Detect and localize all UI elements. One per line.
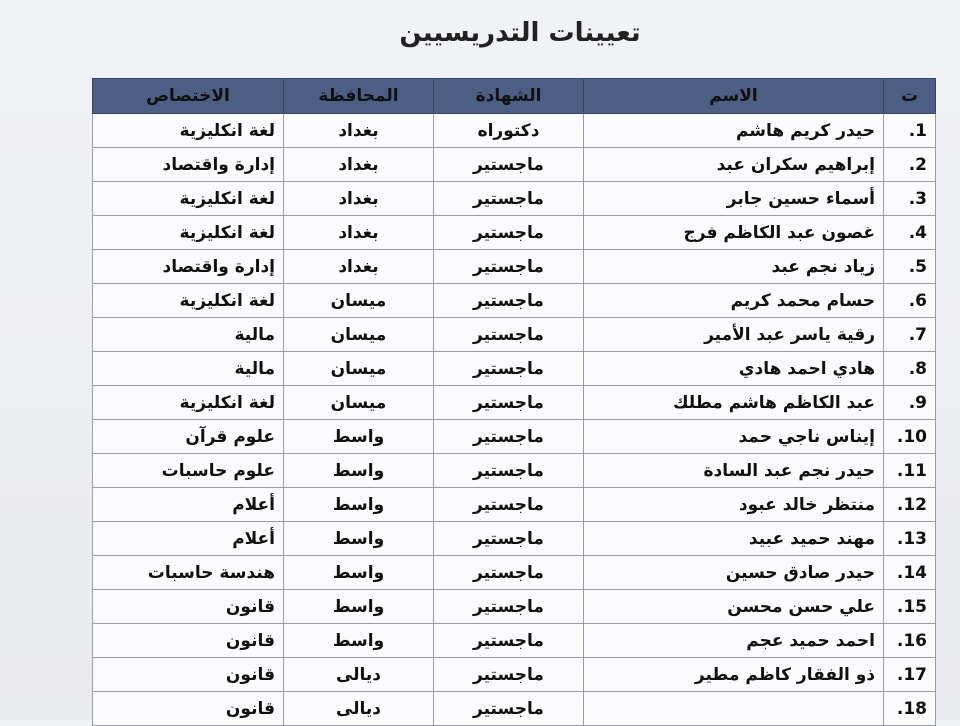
teacher-name: مهند حميد عبيد xyxy=(584,522,884,556)
row-number: 4. xyxy=(884,216,936,250)
header-certificate: الشهادة xyxy=(434,79,584,114)
specialization-cell: علوم حاسبات xyxy=(93,454,284,488)
specialization-cell: إدارة واقتصاد xyxy=(93,250,284,284)
specialization-cell: أعلام xyxy=(93,522,284,556)
certificate-cell: دكتوراه xyxy=(434,114,584,148)
teacher-name: هادي احمد هادي xyxy=(584,352,884,386)
certificate-cell: ماجستير xyxy=(434,624,584,658)
row-number: 9. xyxy=(884,386,936,420)
teacher-name: إبراهيم سكران عبد xyxy=(584,148,884,182)
header-governorate: المحافظة xyxy=(284,79,434,114)
governorate-cell: بغداد xyxy=(284,216,434,250)
governorate-cell: واسط xyxy=(284,590,434,624)
table-row xyxy=(93,386,936,420)
specialization-cell: قانون xyxy=(93,590,284,624)
row-number: 14. xyxy=(884,556,936,590)
governorate-cell: واسط xyxy=(284,488,434,522)
table-row xyxy=(93,148,936,182)
certificate-cell: ماجستير xyxy=(434,250,584,284)
governorate-cell: واسط xyxy=(284,556,434,590)
page-title: تعيينات التدريسيين xyxy=(399,18,641,48)
specialization-cell: أعلام xyxy=(93,488,284,522)
teacher-name: حيدر صادق حسين xyxy=(584,556,884,590)
governorate-cell: واسط xyxy=(284,420,434,454)
table-row xyxy=(93,182,936,216)
certificate-cell: ماجستير xyxy=(434,148,584,182)
specialization-cell: لغة انكليزية xyxy=(93,386,284,420)
row-number: 10. xyxy=(884,420,936,454)
governorate-cell: بغداد xyxy=(284,250,434,284)
header-specialization: الاختصاص xyxy=(93,79,284,114)
teacher-name: حيدر كريم هاشم xyxy=(584,114,884,148)
row-number: 5. xyxy=(884,250,936,284)
specialization-cell: لغة انكليزية xyxy=(93,182,284,216)
certificate-cell: ماجستير xyxy=(434,658,584,692)
teacher-name: حسام محمد كريم xyxy=(584,284,884,318)
table-row xyxy=(93,114,936,148)
row-number: 12. xyxy=(884,488,936,522)
governorate-cell: واسط xyxy=(284,522,434,556)
teacher-name xyxy=(584,692,884,726)
certificate-cell: ماجستير xyxy=(434,216,584,250)
header-name: الاسم xyxy=(584,79,884,114)
governorate-cell: واسط xyxy=(284,454,434,488)
header-num: ت xyxy=(884,79,936,114)
governorate-cell: ميسان xyxy=(284,352,434,386)
table-row xyxy=(93,522,936,556)
row-number: 15. xyxy=(884,590,936,624)
governorate-cell: واسط xyxy=(284,624,434,658)
teacher-name: زياد نجم عبد xyxy=(584,250,884,284)
certificate-cell: ماجستير xyxy=(434,284,584,318)
certificate-cell: ماجستير xyxy=(434,454,584,488)
row-number: 18. xyxy=(884,692,936,726)
teacher-name: علي حسن محسن xyxy=(584,590,884,624)
teacher-name: ذو الفقار كاظم مطير xyxy=(584,658,884,692)
table-row xyxy=(93,216,936,250)
specialization-cell: مالية xyxy=(93,318,284,352)
governorate-cell: بغداد xyxy=(284,182,434,216)
teacher-name: احمد حميد عجم xyxy=(584,624,884,658)
specialization-cell: لغة انكليزية xyxy=(93,114,284,148)
table-row xyxy=(93,454,936,488)
certificate-cell: ماجستير xyxy=(434,352,584,386)
row-number: 7. xyxy=(884,318,936,352)
specialization-cell: هندسة حاسبات xyxy=(93,556,284,590)
specialization-cell: قانون xyxy=(93,658,284,692)
teacher-name: منتظر خالد عبود xyxy=(584,488,884,522)
certificate-cell: ماجستير xyxy=(434,420,584,454)
certificate-cell: ماجستير xyxy=(434,692,584,726)
row-number: 3. xyxy=(884,182,936,216)
table-row xyxy=(93,488,936,522)
certificate-cell: ماجستير xyxy=(434,182,584,216)
certificate-cell: ماجستير xyxy=(434,522,584,556)
specialization-cell: قانون xyxy=(93,624,284,658)
row-number: 11. xyxy=(884,454,936,488)
teacher-name: عبد الكاظم هاشم مطلك xyxy=(584,386,884,420)
certificate-cell: ماجستير xyxy=(434,318,584,352)
certificate-cell: ماجستير xyxy=(434,556,584,590)
teacher-name: رقية ياسر عبد الأمير xyxy=(584,318,884,352)
table-row xyxy=(93,590,936,624)
table-row xyxy=(93,352,936,386)
row-number: 6. xyxy=(884,284,936,318)
table-row xyxy=(93,624,936,658)
specialization-cell: لغة انكليزية xyxy=(93,284,284,318)
governorate-cell: بغداد xyxy=(284,114,434,148)
governorate-cell: ميسان xyxy=(284,284,434,318)
governorate-cell: بغداد xyxy=(284,148,434,182)
table-row xyxy=(93,250,936,284)
table-row xyxy=(93,556,936,590)
specialization-cell: مالية xyxy=(93,352,284,386)
governorate-cell: ميسان xyxy=(284,318,434,352)
governorate-cell: ميسان xyxy=(284,386,434,420)
governorate-cell: ديالى xyxy=(284,692,434,726)
certificate-cell: ماجستير xyxy=(434,488,584,522)
table-row xyxy=(93,420,936,454)
row-number: 17. xyxy=(884,658,936,692)
table-row xyxy=(93,692,936,726)
specialization-cell: علوم قرآن xyxy=(93,420,284,454)
certificate-cell: ماجستير xyxy=(434,386,584,420)
specialization-cell: قانون xyxy=(93,692,284,726)
specialization-cell: إدارة واقتصاد xyxy=(93,148,284,182)
teacher-name: إيناس ناجي حمد xyxy=(584,420,884,454)
table-row xyxy=(93,318,936,352)
governorate-cell: ديالى xyxy=(284,658,434,692)
certificate-cell: ماجستير xyxy=(434,590,584,624)
table-row xyxy=(93,658,936,692)
specialization-cell: لغة انكليزية xyxy=(93,216,284,250)
row-number: 1. xyxy=(884,114,936,148)
table-header-row xyxy=(93,79,936,114)
table-row xyxy=(93,284,936,318)
teachers-table xyxy=(92,78,936,726)
row-number: 16. xyxy=(884,624,936,658)
row-number: 2. xyxy=(884,148,936,182)
row-number: 13. xyxy=(884,522,936,556)
teacher-name: حيدر نجم عبد السادة xyxy=(584,454,884,488)
row-number: 8. xyxy=(884,352,936,386)
teacher-name: أسماء حسين جابر xyxy=(584,182,884,216)
teacher-name: غصون عبد الكاظم فرج xyxy=(584,216,884,250)
